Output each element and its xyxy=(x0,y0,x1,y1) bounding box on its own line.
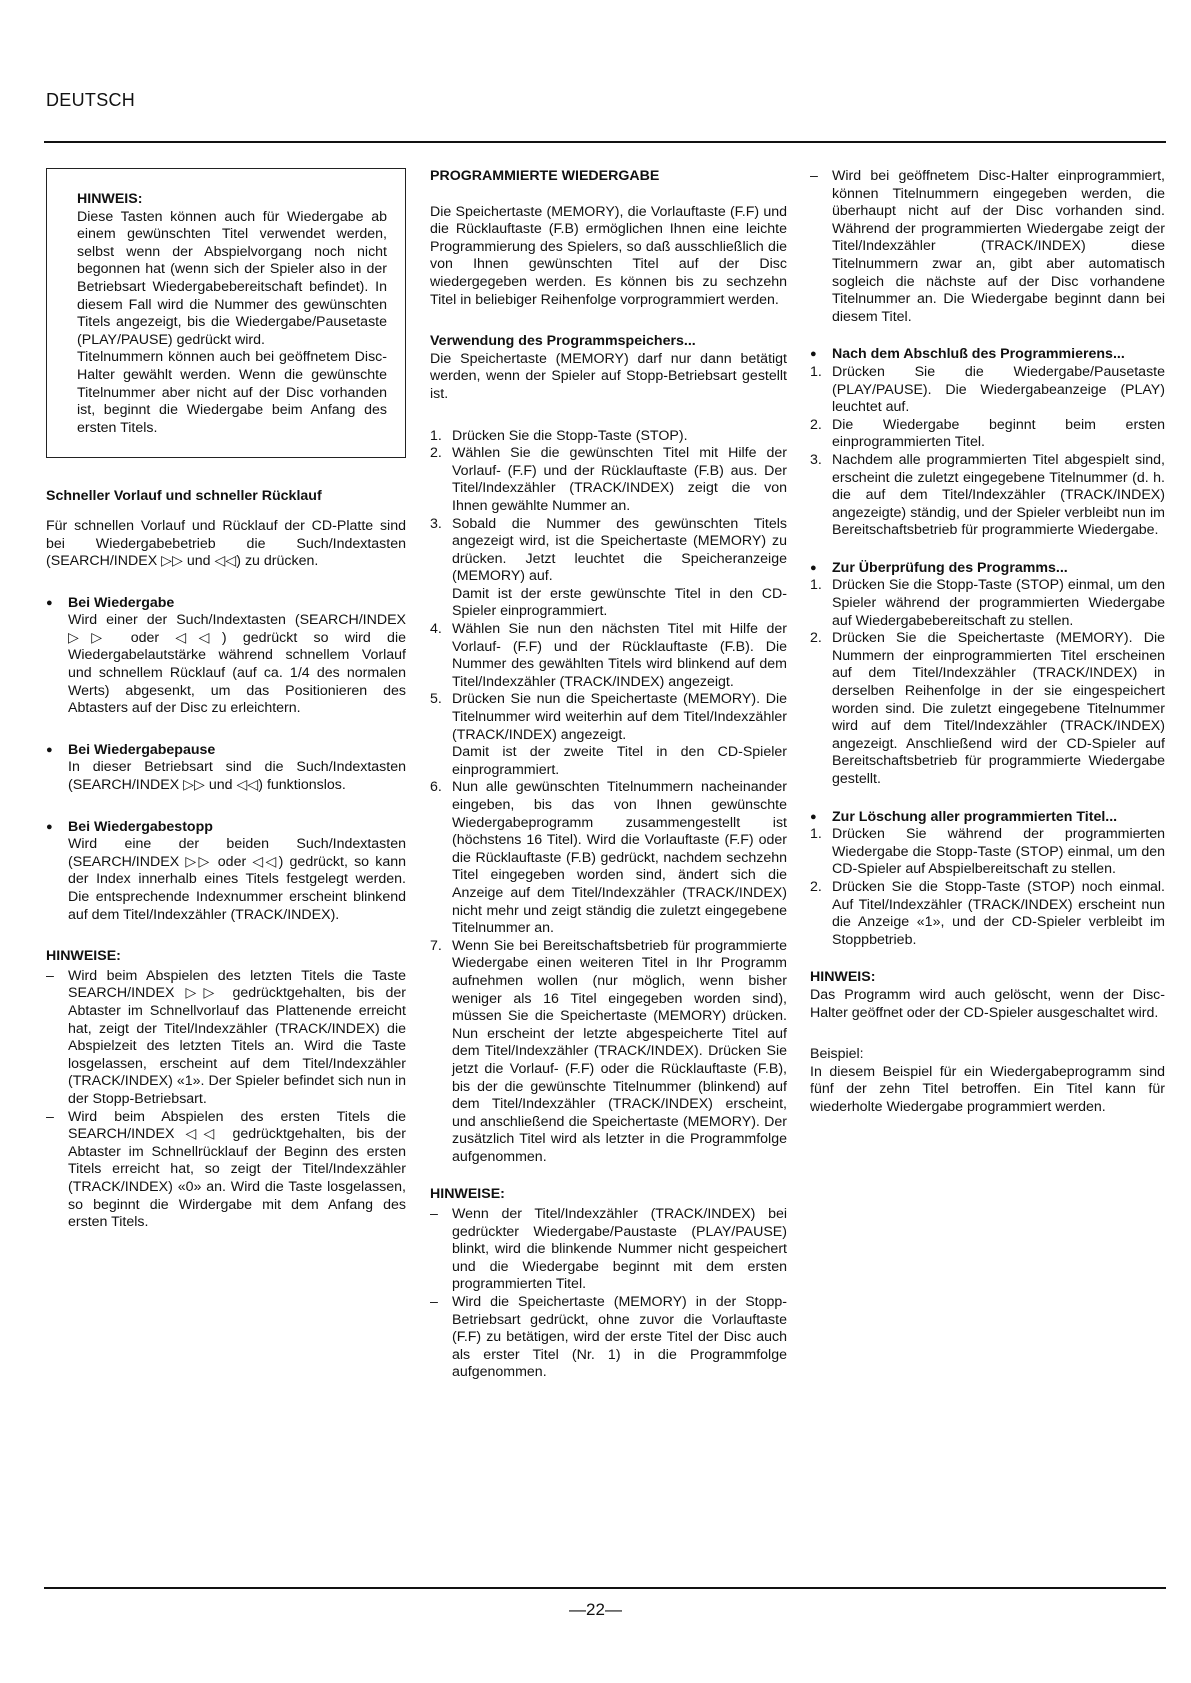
step-number: 2. xyxy=(430,445,442,462)
bullet-title: ● Bei Wiedergabepause xyxy=(68,741,216,758)
step-item xyxy=(810,417,1165,452)
note-title: HINWEIS: xyxy=(810,969,876,986)
note-box xyxy=(46,168,406,458)
note-item: – Wird die Speichertaste (MEMORY) in der Stopp-Betriebsart gedrückt, ohne zuvor die Vorlauftaste (F.F) zu betätigen, wird der erste Titel der Disc auch als erster Titel (Nr. 1) in die Programmfolge aufgenommen. xyxy=(430,1294,787,1381)
section-title: Schneller Vorlauf und schneller Rücklauf xyxy=(46,488,322,505)
note-item: – Wird bei geöffnetem Disc-Halter einprogrammiert, können Titelnummern eingegeben werden, die überhaupt nicht auf der Disc vorhanden sind. Während der programmierten Wiedergabe zeigt der Titel/Indexzähler (TRACK/INDEX) diese Titelnummern zwar an, gibt aber automatisch sogleich die nächste auf der Disc vorhandene Titelnummer an. Die Wiedergabe beginnt dann bei diesem Titel. xyxy=(810,168,1165,325)
step-text: Drücken Sie die Stopp-Taste (STOP). xyxy=(452,427,688,444)
step-number: 5. xyxy=(430,691,442,708)
step-number: 6. xyxy=(430,779,442,796)
step-number: 4. xyxy=(430,621,442,638)
step-item xyxy=(430,445,787,515)
column-right xyxy=(810,168,1165,1129)
step-item xyxy=(810,826,1165,879)
step-item xyxy=(810,452,1165,540)
step-item xyxy=(430,779,787,937)
steps-list xyxy=(810,826,1165,949)
step-item xyxy=(810,364,1165,417)
step-item xyxy=(430,428,787,446)
bullet-item xyxy=(810,809,1165,827)
page-header: DEUTSCH xyxy=(46,90,136,110)
sub-title: Verwendung des Programmspeichers... xyxy=(430,333,696,350)
section-title: PROGRAMMIERTE WIEDERGABE xyxy=(430,168,660,184)
section-intro: Für schnellen Vorlauf und Rücklauf der CD-Platte sind bei Wiedergabebetrieb die Such/Indextasten (SEARCH/INDEX ▷▷ und ◁◁) zu drücken. xyxy=(46,517,406,570)
step-text: Drücken Sie die Speichertaste (MEMORY). Die Nummern der einprogrammierten Titel erscheinen auf dem Titel/Indexzähler (TRACK/INDEX) in derselben Reihenfolge in der sie eingespeichert worden sind. Die zuletzt eingegebene Titelnummer wird auf dem Titel/Indexzähler (TRACK/INDEX) angezeigt. Anschließend wird der CD-Spieler auf Bereitschaftsbetrieb für programmierte Wiedergabe gestellt. xyxy=(832,630,1165,787)
note-box-title: HINWEIS: xyxy=(77,191,143,207)
step-number: 3. xyxy=(430,515,442,532)
note-item: – Wenn der Titel/Indexzähler (TRACK/INDEX) bei gedrückter Wiedergabe/Paustaste (PLAY/PAUSE) blinkt, wird die blinkende Nummer nicht gespeichert und die Wiedergabe beginnt mit dem ersten programmierten Titel. xyxy=(430,1206,787,1293)
step-number: 1. xyxy=(810,577,822,594)
step-number: 2. xyxy=(810,416,822,433)
step-number: 3. xyxy=(810,451,822,468)
step-text: Wählen Sie die gewünschten Titel mit Hilfe der Vorlauf- (F.F) und der Rücklauftaste (F.B) aus. Der Titel/Indexzähler (TRACK/INDEX) zeigt die von Ihnen gewählte Nummer an. xyxy=(452,445,787,514)
step-text: Drücken Sie nun die Speichertaste (MEMORY). Die Titelnummer wird weiterhin auf dem Titel/Indexzähler (TRACK/INDEX) angezeigt. xyxy=(452,691,787,743)
bullet-title: ● Zur Löschung aller programmierten Titel... xyxy=(832,808,1118,825)
steps-list xyxy=(810,364,1165,540)
step-number: 7. xyxy=(430,937,442,954)
bullet-title: ● Nach dem Abschluß des Programmierens... xyxy=(832,346,1125,363)
bullet-title: ● Zur Überprüfung des Programms... xyxy=(832,559,1068,576)
step-item xyxy=(810,577,1165,630)
note-box-paragraph: Diese Tasten können auch für Wiedergabe ab einem gewünschten Titel verwendet werden, selbst wenn der Abspielvorgang noch nicht begonnen hat (wenn sich der Spieler also in der Betriebsart Wiedergabebereitschaft befindet). In diesem Fall wird die Nummer des gewünschten Titels angezeigt, bis die Wiedergabe/Pausetaste (PLAY/PAUSE) gedrückt wird. xyxy=(77,208,387,348)
step-text: Drücken Sie die Stopp-Taste (STOP) einmal, um den Spieler während der programmierten Wiedergabe auf Wiedergabebereitschaft zu stellen. xyxy=(832,577,1165,629)
notes-title: HINWEISE: xyxy=(430,1186,505,1203)
steps-list xyxy=(810,577,1165,788)
bullet-item xyxy=(810,346,1165,364)
bullet-text: Wird eine der beiden Such/Indextasten (SEARCH/INDEX ▷▷ oder ◁◁) gedrückt, so kann der Index innerhalb eines Titels festgelegt werden. Die entsprechende Indexnummer erscheint blinkend auf dem Titel/Indexzähler (TRACK/INDEX). xyxy=(68,836,406,923)
step-number: 1. xyxy=(430,427,442,444)
sub-text: Die Speichertaste (MEMORY) darf nur dann betätigt werden, wenn der Spieler auf Stopp-Betriebsart gestellt ist. xyxy=(430,350,787,402)
note-box-paragraph: Titelnummern können auch bei geöffnetem Disc-Halter gewählt werden. Wenn die gewünschte Titelnummer aber nicht auf der Disc vorhanden ist, beginnt die Wiedergabe beim Anfang des ersten Titels. xyxy=(77,349,387,436)
step-item xyxy=(430,516,787,622)
header-rule xyxy=(44,141,1166,143)
step-number: 2. xyxy=(810,630,822,647)
bullet-text: Wird einer der Such/Indextasten (SEARCH/INDEX ▷▷ oder ◁◁) gedrückt so wird die Wiedergabelautstärke während schnellem Vorlauf und schnellem Rücklauf (auf ca. 1/4 des normalen Werts) abgesenkt, um das Positionieren des Abtasters auf der Disc zu erleichtern. xyxy=(68,612,406,717)
bullet-item xyxy=(810,560,1165,578)
step-text: Drücken Sie die Wiedergabe/Pausetaste (PLAY/PAUSE). Die Wiedergabeanzeige (PLAY) leuchtet auf. xyxy=(832,363,1165,416)
step-number: 1. xyxy=(810,363,822,380)
bullet-item xyxy=(46,595,406,718)
bullet-text: In dieser Betriebsart sind die Such/Indextasten (SEARCH/INDEX ▷▷ und ◁◁) funktionslos. xyxy=(68,759,406,794)
bullet-item xyxy=(46,742,406,795)
column-left xyxy=(46,168,406,1232)
bullet-title: ● Bei Wiedergabestopp xyxy=(68,818,213,835)
step-number: 2. xyxy=(810,878,822,895)
step-text: Nachdem alle programmierten Titel abgespielt sind, erscheint die zuletzt eingegebene Titelnummer (d. h. die auf dem Titel/Indexzähler (TRACK/INDEX) angezeigte) ständig, und der Spieler verbleibt nun im Bereitschaftsbetrieb für programmierte Wiedergabe. xyxy=(832,451,1165,539)
step-text: Die Wiedergabe beginnt beim ersten einprogrammierten Titel. xyxy=(832,416,1165,451)
example-text: In diesem Beispiel für ein Wiedergabeprogramm sind fünf der zehn Titel betroffen. Ein Titel kann für wiederholte Wiedergabe programmiert werden. xyxy=(810,1063,1165,1115)
step-text: Wählen Sie nun den nächsten Titel mit Hilfe der Vorlauf- (F.F) und der Rücklauftaste (F.B). Die Nummer des gewählten Titels wird blinkend auf dem Titel/Indexzähler (TRACK/INDEX) angezeigt. xyxy=(452,621,787,690)
note-text: Das Programm wird auch gelöscht, wenn der Disc-Halter geöffnet oder der CD-Spieler ausgeschaltet wird. xyxy=(810,986,1165,1021)
note-item: – Wird beim Abspielen des ersten Titels die SEARCH/INDEX ◁◁ gedrücktgehalten, bis der Abtaster im Schnellrücklauf der Beginn des ersten Titels erreicht hat, so zeigt der Titel/Indexzähler (TRACK/INDEX) «0» an. Wird die Taste losgelassen, so beginnt die Wirdergabe mit dem Anfang des ersten Titels. xyxy=(46,1108,406,1231)
step-number: 1. xyxy=(810,826,822,843)
step-text: Sobald die Nummer des gewünschten Titels angezeigt wird, ist die Speichertaste (MEMORY) zu drücken. Jetzt leuchtet die Speicheranzeige (MEMORY) auf. xyxy=(452,515,787,585)
example-label: Beispiel: xyxy=(810,1046,864,1063)
step-item xyxy=(810,630,1165,788)
page-number: —22— xyxy=(569,1600,622,1619)
step-item xyxy=(430,938,787,1167)
step-item xyxy=(430,691,787,779)
bullet-item xyxy=(46,819,406,925)
step-extra-text: Damit ist der zweite Titel in den CD-Spieler einprogrammiert. xyxy=(452,744,787,778)
step-text: Drücken Sie während der programmierten Wiedergabe die Stopp-Taste (STOP) einmal, um den CD-Spieler auf Abspielbereitschaft zu stellen. xyxy=(832,826,1165,878)
step-item xyxy=(430,621,787,691)
note-item: – Wird beim Abspielen des letzten Titels die Taste SEARCH/INDEX ▷▷ gedrücktgehalten, bis der Abtaster im Schnellvorlauf das Plattenende erreicht hat, zeigt der Titel/Indexzähler (TRACK/INDEX) die Abspielzeit des letzten Titels an. Wird die Taste losgelassen, erscheint auf dem Titel/Indexzähler (TRACK/INDEX) «1». Der Spieler befindet sich nun in der Stopp-Betriebsart. xyxy=(46,967,406,1107)
footer-rule xyxy=(44,1587,1166,1589)
steps-list xyxy=(430,428,787,1167)
step-extra-text: Damit ist der erste gewünschte Titel in den CD-Spieler einprogrammiert. xyxy=(452,585,787,620)
step-text: Wenn Sie bei Bereitschaftsbetrieb für programmierte Wiedergabe einen weiteren Titel in Ihr Programm aufnehmen wollen (nur möglich, wenn bisher weniger als 16 Titel eingegeben worden sind), müssen Sie die Speichertaste (MEMORY) drücken. Nun erscheint der letzte abgespeicherte Titel auf dem Titel/Indexzähler (TRACK/INDEX). Drücken Sie jetzt die Vorlauf- (F.F) oder die Rücklauftaste (F.B), bis der die gewünschte Titelnummer (blinkend) auf dem Titel/Indexzähler (TRACK/INDEX) erscheint, und anschließend die Speichertaste (MEMORY). Der zusätzlich Titel wird als letzter in die Programmfolge aufgenommen. xyxy=(452,937,787,1165)
step-item xyxy=(810,879,1165,949)
section-intro: Die Speichertaste (MEMORY), die Vorlauftaste (F.F) und die Rücklauftaste (F.B) ermöglichen Ihnen eine leichte Programmierung des Spielers, so daß ausschließlich die von Ihnen gewünschten Titel auf der Disc wiedergegeben werden. Es können bis zu sechzehn Titel in beliebiger Reihenfolge vorprogrammiert werden. xyxy=(430,203,787,308)
step-text: Nun alle gewünschten Titelnummern nacheinander eingeben, bis das von Ihnen gewünschte Wiedergabeprogramm zusammengestellt ist (höchstens 16 Titel). Wird die Vorlauftaste (F.F) oder die Rücklauftaste (F.B) gedrückt, nachdem sechzehn Titel eingegeben worden sind, ändert sich die Anzeige auf dem Titel/Indexzähler (TRACK/INDEX) nicht mehr und zeigt ständig die zuletzt eingegebene Titelnummer an. xyxy=(452,779,787,937)
column-middle xyxy=(430,168,787,1382)
bullet-title: ● Bei Wiedergabe xyxy=(68,594,175,611)
step-text: Drücken Sie die Stopp-Taste (STOP) noch einmal. Auf Titel/Indexzähler (TRACK/INDEX) erscheint nun die Anzeige «1», und der CD-Spieler verbleibt im Stoppbetrieb. xyxy=(832,878,1165,948)
notes-title: HINWEISE: xyxy=(46,948,121,965)
